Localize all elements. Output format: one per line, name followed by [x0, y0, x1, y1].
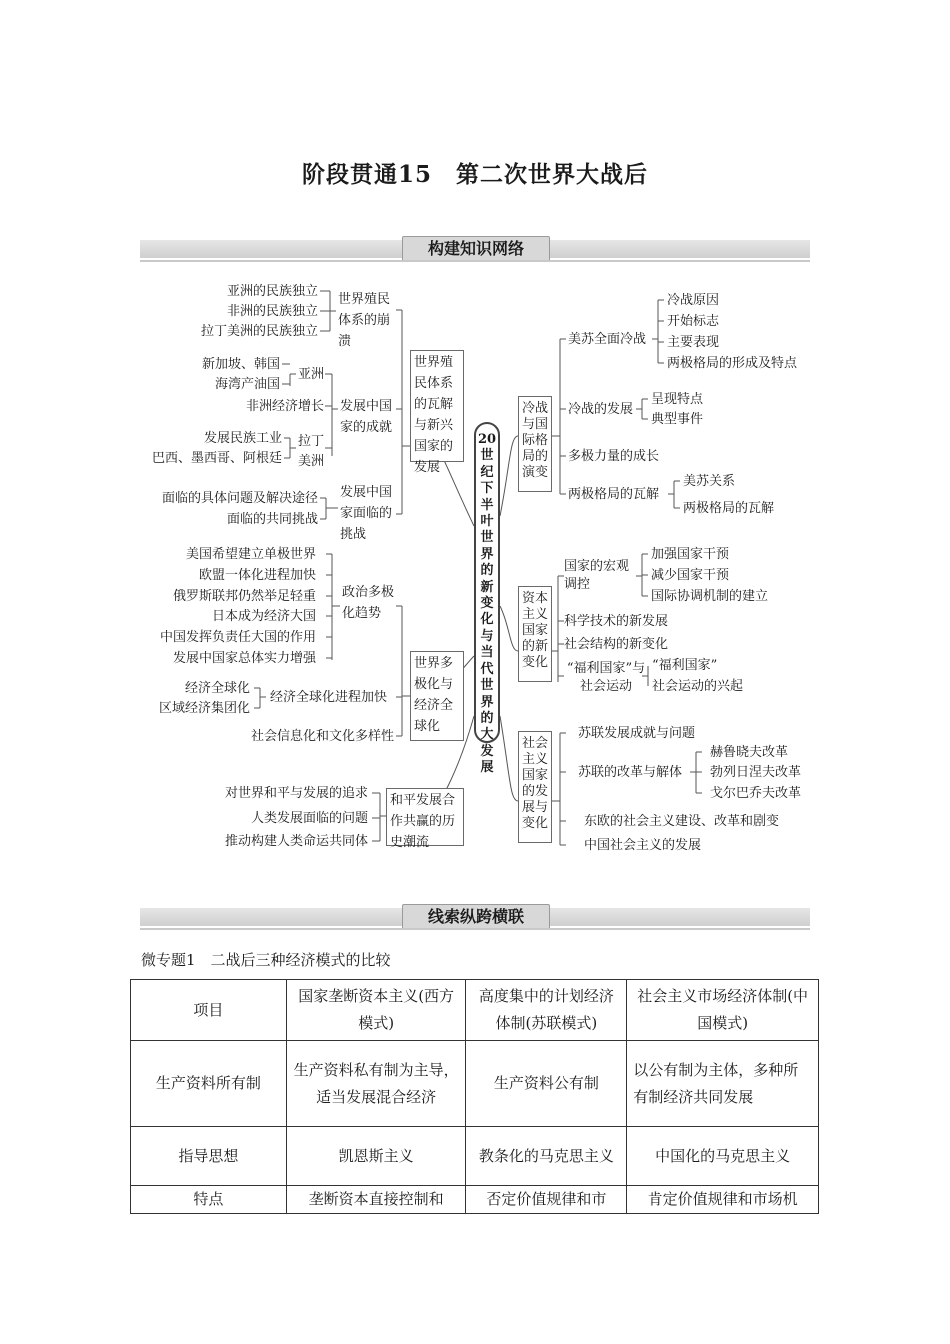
table-cell: 以公有制为主体，多种所有制经济共同发展 [627, 1041, 819, 1127]
branch-decolonization: 世界殖民体系的瓦解与新兴国家的发展 [410, 350, 464, 462]
item-features: 呈现特点 [651, 392, 704, 407]
mind-map [140, 276, 820, 862]
table-row [131, 1127, 819, 1186]
item-china-role: 中国发挥负责任大国的作用 [159, 630, 316, 645]
mind-map-center-node: 20世纪下半叶世界的新变化与当代世界的大发展 [474, 422, 500, 743]
item-national-industry: 发展民族工业 [203, 431, 282, 446]
table-cell: 教条化的马克思主义 [466, 1127, 627, 1186]
group-us-soviet-cold-war: 美苏全面冷战 [568, 332, 647, 347]
item-human-problems: 人类发展面临的问题 [250, 811, 368, 826]
header-cell: 项目 [131, 980, 287, 1041]
item-peace-pursuit: 对世界和平与发展的追求 [224, 786, 368, 801]
group-developing-achievements: 发展中国家的成就 [340, 399, 393, 435]
table-cell: 指导思想 [131, 1127, 287, 1186]
item-cold-war-causes: 冷战原因 [667, 293, 720, 308]
group-bipolar-collapse: 两极格局的瓦解 [568, 487, 660, 502]
subgroup-asia: 亚洲 [298, 367, 325, 382]
item-social-movements: 社会运动的兴起 [652, 679, 744, 694]
group-macro-control: 国家的宏观调控 [564, 559, 630, 592]
item-more-intervention: 加强国家干预 [651, 547, 730, 562]
table-cell: 垄断资本直接控制和 [286, 1186, 466, 1214]
item-regional-blocs: 区域经济集团化 [158, 701, 250, 716]
item-singapore-korea: 新加坡、韩国 [201, 357, 280, 372]
group-multipolar-growth: 多极力量的成长 [568, 449, 660, 464]
branch-multipolarity-globalization: 世界多极化与经济全球化 [410, 651, 464, 741]
item-community-shared-future: 推动构建人类命运共同体 [224, 834, 368, 849]
header-cell: 国家垄断资本主义(西方模式) [286, 980, 466, 1041]
item-khrushchev-reform: 赫鲁晓夫改革 [710, 745, 789, 760]
item-japan: 日本成为经济大国 [211, 609, 316, 624]
header-cell: 高度集中的计划经济体制(苏联模式) [466, 980, 627, 1041]
item-brezhnev-reform: 勃列日涅夫改革 [710, 765, 802, 780]
banner-label: 构建知识网络 [402, 236, 550, 262]
item-us-soviet-relations: 美苏关系 [683, 474, 736, 489]
group-tech-development: 科学技术的新发展 [564, 614, 669, 629]
header-cell: 社会主义市场经济体制(中国模式) [627, 980, 819, 1041]
section-banner-knowledge-network [140, 236, 810, 262]
item-bipolar-collapse: 两极格局的瓦解 [683, 501, 775, 516]
item-us-unipolar: 美国希望建立单极世界 [185, 547, 316, 562]
table-cell: 生产资料私有制为主导，适当发展混合经济 [286, 1041, 466, 1127]
group-cold-war-development: 冷战的发展 [568, 402, 634, 417]
item-latam-independence: 拉丁美洲的民族独立 [200, 324, 318, 339]
table-cell: 肯定价值规律和市场机 [627, 1186, 819, 1214]
branch-socialist-countries: 社会主义国家的发展与变化 [518, 731, 552, 843]
item-africa-independence: 非洲的民族独立 [226, 304, 318, 319]
table-cell: 生产资料所有制 [131, 1041, 287, 1127]
item-start-sign: 开始标志 [667, 314, 720, 329]
section-banner-clues [140, 904, 810, 930]
item-specific-problems: 面临的具体问题及解决途径 [161, 491, 318, 506]
table-cell: 否定价值规律和市 [466, 1186, 627, 1214]
comparison-table [130, 979, 819, 1214]
table-cell: 凯恩斯主义 [286, 1127, 466, 1186]
group-social-structure: 社会结构的新变化 [564, 637, 669, 652]
item-less-intervention: 减少国家干预 [651, 568, 730, 583]
group-developing-challenges: 发展中国家面临的挑战 [340, 485, 393, 542]
table-cell: 生产资料公有制 [466, 1041, 627, 1127]
item-gorbachev-reform: 戈尔巴乔夫改革 [710, 786, 802, 801]
item-russia: 俄罗斯联邦仍然举足轻重 [172, 589, 316, 604]
subtopic-heading: 微专题1 二战后三种经济模式的比较 [141, 951, 391, 969]
item-developing-strength: 发展中国家总体实力增强 [172, 651, 316, 666]
item-common-challenges: 面临的共同挑战 [226, 512, 318, 527]
group-china-socialism: 中国社会主义的发展 [584, 838, 702, 853]
group-welfare-movements: “福利国家”与社会运动 [566, 661, 646, 694]
group-colonial-collapse: 世界殖民体系的崩溃 [338, 292, 391, 349]
subgroup-latin-america [298, 432, 328, 472]
item-informatization-diversity: 社会信息化和文化多样性 [250, 729, 394, 744]
item-africa-growth: 非洲经济增长 [245, 399, 324, 414]
group-eastern-europe: 东欧的社会主义建设、改革和剧变 [584, 814, 780, 829]
table-cell: 中国化的马克思主义 [627, 1127, 819, 1186]
item-economic-globalization: 经济全球化 [184, 681, 250, 696]
banner-label: 线索纵跨横联 [402, 904, 550, 930]
table-row [131, 1041, 819, 1127]
group-globalization-speedup: 经济全球化进程加快 [270, 690, 388, 705]
item-welfare-state: “福利国家” [652, 658, 718, 673]
subgroup-latin-america-label: 拉丁美洲 [298, 434, 325, 469]
table-header-row [131, 980, 819, 1041]
table-cell: 特点 [131, 1186, 287, 1214]
group-political-multipolarity: 政治多极化趋势 [342, 585, 395, 621]
page-title: 阶段贯通15 第二次世界大战后 [301, 161, 648, 188]
item-main-manifestations: 主要表现 [667, 335, 720, 350]
item-asia-independence: 亚洲的民族独立 [226, 284, 318, 299]
branch-peace-development: 和平发展合作共赢的历史潮流 [386, 788, 464, 846]
item-gulf-oil-states: 海湾产油国 [214, 377, 280, 392]
item-typical-events: 典型事件 [651, 412, 704, 427]
item-eu-integration: 欧盟一体化进程加快 [198, 568, 316, 583]
group-soviet-reform-collapse: 苏联的改革与解体 [578, 765, 683, 780]
item-brazil-mexico-argentina: 巴西、墨西哥、阿根廷 [151, 451, 282, 466]
branch-capitalist-changes: 资本主义国家的新变化 [518, 586, 552, 682]
group-soviet-achievements: 苏联发展成就与问题 [578, 726, 696, 741]
item-intl-coordination: 国际协调机制的建立 [651, 589, 769, 604]
branch-cold-war: 冷战与国际格局的演变 [518, 396, 552, 492]
item-bipolar-formation: 两极格局的形成及特点 [667, 356, 798, 371]
table-row [131, 1186, 819, 1214]
